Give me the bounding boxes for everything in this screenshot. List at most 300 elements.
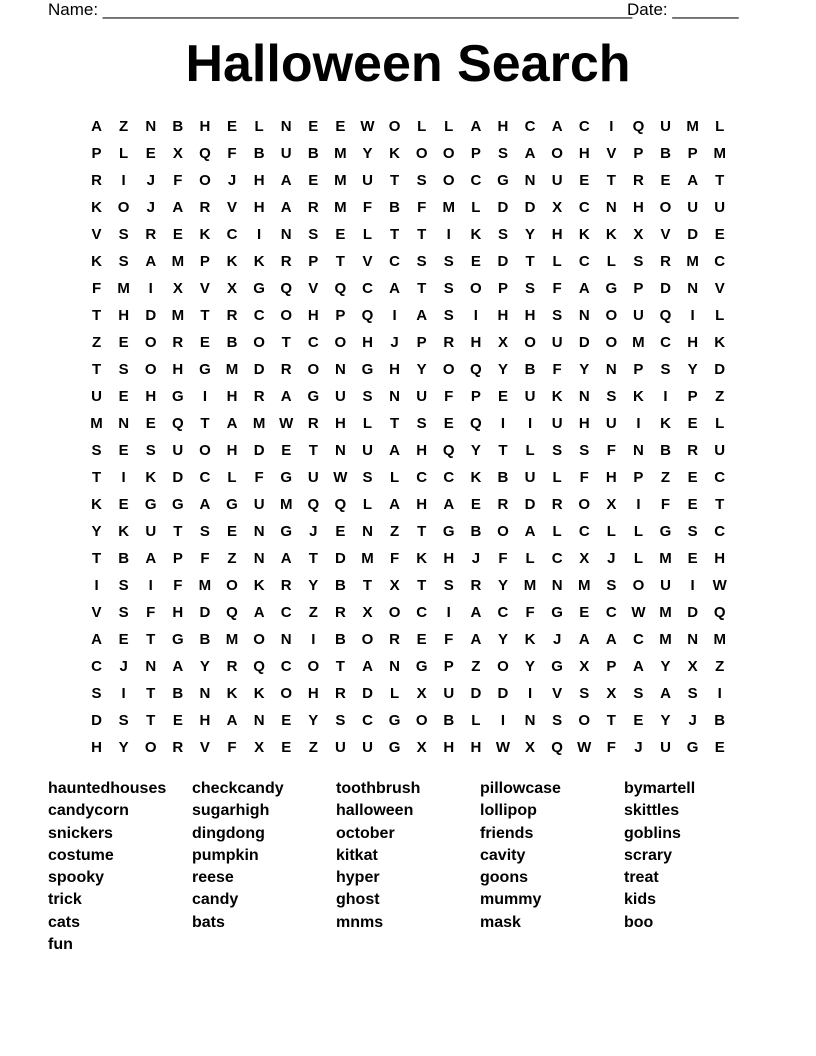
grid-letter: A <box>172 658 184 675</box>
grid-letter: F <box>200 550 210 567</box>
grid-row <box>83 518 735 545</box>
grid-letter: I <box>500 415 506 432</box>
grid-letter: M <box>225 361 239 378</box>
word-item: mummy <box>480 891 542 909</box>
grid-letter: E <box>281 442 292 459</box>
grid-letter: O <box>470 280 482 297</box>
grid-letter: G <box>388 712 401 729</box>
grid-letter: H <box>362 334 373 351</box>
grid-letter: E <box>308 172 319 189</box>
grid-letter: K <box>199 226 211 243</box>
grid-letter: C <box>605 604 617 621</box>
grid-letter: L <box>417 118 427 135</box>
grid-letter: N <box>687 280 699 297</box>
grid-letter: U <box>714 442 726 459</box>
grid-letter: A <box>551 118 563 135</box>
grid-letter: U <box>660 577 671 594</box>
grid-letter: E <box>118 496 129 513</box>
grid-letter: O <box>605 334 618 351</box>
word-item: bats <box>192 913 225 931</box>
grid-letter: Q <box>199 145 211 162</box>
grid-letter: M <box>632 334 645 351</box>
grid-row <box>83 545 735 572</box>
grid-letter: V <box>91 226 102 243</box>
grid-letter: E <box>227 523 238 540</box>
grid-letter: E <box>281 739 292 756</box>
grid-letter: S <box>443 307 454 324</box>
grid-letter: D <box>253 361 265 378</box>
grid-letter: E <box>660 172 671 189</box>
grid-letter: L <box>389 685 400 702</box>
grid-letter: C <box>416 469 428 486</box>
grid-letter: K <box>226 253 238 270</box>
grid-letter: U <box>253 496 265 513</box>
grid-letter: R <box>172 334 184 351</box>
grid-letter: L <box>362 496 373 513</box>
word-column <box>624 778 768 956</box>
grid-letter: D <box>199 604 211 621</box>
grid-letter: Q <box>470 361 482 378</box>
grid-letter: D <box>334 550 346 567</box>
grid-letter: L <box>471 712 481 729</box>
grid-letter: F <box>362 199 373 216</box>
grid-letter: O <box>307 361 320 378</box>
grid-letter: I <box>94 577 99 594</box>
grid-letter: U <box>280 145 292 162</box>
grid-letter: G <box>226 496 238 513</box>
grid-letter: D <box>524 496 536 513</box>
grid-letter: B <box>660 145 671 162</box>
grid-letter: N <box>334 361 346 378</box>
grid-letter: S <box>118 226 129 243</box>
grid-letter: D <box>91 712 102 729</box>
grid-letter: I <box>717 685 722 702</box>
grid-letter: K <box>551 388 563 405</box>
grid-row <box>83 437 735 464</box>
grid-letter: K <box>660 415 671 432</box>
grid-letter: D <box>470 685 482 702</box>
grid-letter: W <box>577 739 592 756</box>
grid-letter: S <box>118 577 129 594</box>
grid-letter: H <box>226 442 238 459</box>
grid-letter: O <box>199 172 211 189</box>
grid-letter: N <box>362 523 373 540</box>
grid-letter: L <box>552 469 562 486</box>
grid-letter: A <box>524 523 536 540</box>
grid-letter: A <box>145 253 157 270</box>
grid-row <box>83 680 735 707</box>
grid-letter: S <box>416 253 427 270</box>
grid-letter: E <box>335 226 346 243</box>
grid-letter: T <box>389 415 400 432</box>
grid-letter: E <box>579 172 590 189</box>
grid-letter: K <box>524 631 536 648</box>
grid-letter: L <box>444 118 454 135</box>
grid-row <box>83 572 735 599</box>
grid-row <box>83 140 735 167</box>
grid-letter: Z <box>227 550 237 567</box>
grid-letter: T <box>308 550 318 567</box>
grid-letter: Q <box>551 739 563 756</box>
grid-letter: O <box>334 334 347 351</box>
grid-letter: U <box>524 388 536 405</box>
word-item: kitkat <box>336 846 378 864</box>
grid-letter: Q <box>659 307 672 324</box>
grid-letter: M <box>225 631 239 648</box>
grid-letter: Z <box>91 334 102 351</box>
grid-letter: M <box>686 118 699 135</box>
grid-letter: P <box>172 550 183 567</box>
grid-letter: N <box>389 658 400 675</box>
grid-letter: W <box>631 604 646 621</box>
grid-row <box>83 653 735 680</box>
grid-letter: W <box>495 739 511 756</box>
grid-letter: K <box>226 685 238 702</box>
grid-row <box>83 329 735 356</box>
grid-letter: Q <box>361 307 374 324</box>
grid-letter: A <box>280 172 292 189</box>
grid-letter: M <box>442 199 456 216</box>
grid-letter: S <box>579 442 590 459</box>
grid-letter: L <box>227 469 237 486</box>
grid-letter: B <box>253 145 265 162</box>
grid-letter: Z <box>389 523 400 540</box>
grid-letter: U <box>551 334 563 351</box>
grid-letter: R <box>497 496 509 513</box>
grid-row <box>83 221 735 248</box>
grid-letter: S <box>525 280 536 297</box>
grid-letter: O <box>388 604 401 621</box>
grid-letter: Q <box>442 442 455 459</box>
grid-letter: C <box>362 280 373 297</box>
grid-letter: O <box>605 307 618 324</box>
grid-letter: H <box>578 415 590 432</box>
grid-letter: U <box>307 469 319 486</box>
grid-letter: H <box>497 118 509 135</box>
grid-letter: Y <box>579 361 590 378</box>
grid-letter: S <box>443 253 454 270</box>
grid-letter: V <box>362 253 373 270</box>
grid-letter: T <box>389 226 400 243</box>
grid-letter: J <box>634 739 643 756</box>
grid-letter: S <box>118 361 129 378</box>
grid-letter: H <box>91 739 102 756</box>
grid-letter: T <box>173 523 183 540</box>
grid-letter: S <box>606 388 617 405</box>
grid-letter: C <box>199 469 211 486</box>
grid-letter: S <box>145 442 156 459</box>
grid-letter: C <box>633 631 644 648</box>
grid-letter: M <box>171 307 185 324</box>
grid-letter: C <box>714 253 726 270</box>
grid-letter: D <box>497 685 509 702</box>
grid-letter: N <box>605 199 617 216</box>
grid-letter: F <box>417 199 427 216</box>
grid-letter: B <box>334 631 346 648</box>
grid-letter: S <box>497 145 508 162</box>
grid-letter: I <box>636 496 641 513</box>
grid-letter: T <box>417 523 427 540</box>
word-item: mnms <box>336 913 384 931</box>
grid-letter: H <box>443 550 455 567</box>
grid-letter: E <box>687 550 698 567</box>
grid-letter: A <box>389 496 400 513</box>
word-item: goons <box>480 869 528 887</box>
grid-letter: U <box>362 442 373 459</box>
grid-letter: S <box>579 685 590 702</box>
grid-letter: A <box>470 604 482 621</box>
grid-letter: T <box>606 712 616 729</box>
grid-letter: C <box>226 226 238 243</box>
grid-letter: A <box>687 172 699 189</box>
grid-letter: R <box>334 604 346 621</box>
grid-letter: R <box>280 577 292 594</box>
grid-letter: J <box>146 199 155 216</box>
grid-letter: B <box>660 442 671 459</box>
grid-letter: C <box>280 604 292 621</box>
grid-letter: S <box>660 361 671 378</box>
word-item: trick <box>48 891 82 909</box>
grid-letter: F <box>606 442 616 459</box>
grid-letter: J <box>119 658 128 675</box>
grid-letter: U <box>334 739 346 756</box>
grid-letter: T <box>715 496 725 513</box>
grid-letter: U <box>605 415 617 432</box>
grid-letter: I <box>148 577 153 594</box>
grid-letter: G <box>280 469 293 486</box>
grid-row <box>83 167 735 194</box>
grid-letter: T <box>335 253 345 270</box>
grid-letter: X <box>606 685 617 702</box>
grid-letter: P <box>443 658 454 675</box>
grid-letter: E <box>443 415 454 432</box>
grid-letter: X <box>497 334 508 351</box>
grid-letter: O <box>280 307 293 324</box>
grid-letter: O <box>632 577 645 594</box>
grid-letter: E <box>118 334 129 351</box>
grid-letter: X <box>633 226 644 243</box>
grid-letter: E <box>470 496 481 513</box>
grid-letter: N <box>145 118 157 135</box>
grid-letter: H <box>416 496 428 513</box>
word-column <box>48 778 192 956</box>
grid-letter: B <box>118 550 130 567</box>
grid-letter: E <box>281 712 292 729</box>
word-item: pillowcase <box>480 780 561 797</box>
grid-letter: F <box>579 469 589 486</box>
word-item: candycorn <box>48 802 129 820</box>
grid-letter: J <box>146 172 155 189</box>
grid-letter: J <box>607 550 616 567</box>
grid-letter: B <box>172 685 184 702</box>
grid-letter: S <box>443 577 454 594</box>
grid-letter: G <box>199 361 211 378</box>
letter-grid <box>83 113 735 761</box>
grid-letter: H <box>605 469 617 486</box>
grid-letter: N <box>253 523 265 540</box>
grid-letter: B <box>307 145 319 162</box>
grid-letter: N <box>253 550 265 567</box>
grid-letter: S <box>552 442 563 459</box>
grid-letter: G <box>280 523 293 540</box>
grid-letter: C <box>578 523 590 540</box>
grid-letter: H <box>172 604 184 621</box>
grid-letter: O <box>578 496 591 513</box>
grid-letter: S <box>308 226 319 243</box>
grid-letter: G <box>551 604 563 621</box>
grid-letter: G <box>307 388 320 405</box>
grid-letter: A <box>578 631 590 648</box>
grid-letter: L <box>525 550 535 567</box>
grid-letter: S <box>687 523 698 540</box>
grid-letter: E <box>172 712 183 729</box>
grid-letter: T <box>715 172 725 189</box>
grid-letter: Q <box>253 658 265 675</box>
grid-letter: E <box>714 739 725 756</box>
grid-letter: L <box>552 523 562 540</box>
grid-letter: B <box>443 712 455 729</box>
grid-letter: Y <box>497 361 508 378</box>
grid-letter: L <box>715 307 725 324</box>
grid-letter: G <box>415 658 428 675</box>
grid-row <box>83 194 735 221</box>
grid-letter: Q <box>632 118 645 135</box>
grid-letter: R <box>199 199 211 216</box>
word-item: mask <box>480 913 521 931</box>
grid-letter: C <box>91 658 102 675</box>
word-item: reese <box>192 869 234 887</box>
grid-letter: D <box>362 685 373 702</box>
grid-letter: H <box>578 145 590 162</box>
grid-letter: V <box>552 685 563 702</box>
grid-letter: S <box>416 415 427 432</box>
grid-letter: U <box>362 739 373 756</box>
grid-letter: H <box>551 226 563 243</box>
grid-letter: E <box>633 712 644 729</box>
grid-letter: C <box>714 469 726 486</box>
grid-letter: K <box>470 226 482 243</box>
grid-letter: H <box>470 739 482 756</box>
grid-letter: A <box>199 496 211 513</box>
grid-letter: H <box>497 307 509 324</box>
grid-letter: Z <box>715 388 725 405</box>
grid-letter: C <box>714 523 726 540</box>
grid-row <box>83 626 735 653</box>
grid-letter: F <box>91 280 102 297</box>
grid-letter: Y <box>660 658 671 675</box>
grid-letter: D <box>253 442 265 459</box>
grid-letter: R <box>91 172 102 189</box>
grid-letter: O <box>578 712 591 729</box>
grid-letter: L <box>471 199 481 216</box>
grid-letter: H <box>226 388 238 405</box>
grid-letter: X <box>227 280 238 297</box>
grid-letter: H <box>307 307 319 324</box>
grid-letter: H <box>118 307 130 324</box>
grid-letter: N <box>389 388 400 405</box>
word-item: treat <box>624 869 659 887</box>
grid-letter: A <box>172 199 184 216</box>
grid-letter: L <box>389 469 400 486</box>
grid-letter: V <box>308 280 319 297</box>
word-item: scrary <box>624 846 673 864</box>
grid-letter: P <box>335 307 346 324</box>
grid-letter: Y <box>308 712 319 729</box>
grid-letter: J <box>552 631 562 648</box>
grid-letter: I <box>446 604 451 621</box>
grid-letter: S <box>416 172 427 189</box>
grid-letter: M <box>686 253 699 270</box>
grid-letter: X <box>172 145 183 162</box>
word-item: toothbrush <box>336 780 421 797</box>
grid-letter: Y <box>660 712 671 729</box>
grid-letter: G <box>497 172 509 189</box>
grid-letter: I <box>527 415 533 432</box>
grid-row <box>83 734 735 761</box>
grid-letter: I <box>690 307 695 324</box>
grid-letter: U <box>524 469 536 486</box>
grid-letter: Q <box>226 604 238 621</box>
grid-letter: H <box>416 442 428 459</box>
grid-letter: T <box>91 307 102 324</box>
grid-letter: I <box>500 712 506 729</box>
grid-letter: J <box>471 550 481 567</box>
word-bank <box>48 778 768 956</box>
grid-letter: E <box>714 226 725 243</box>
grid-letter: H <box>714 550 726 567</box>
grid-letter: S <box>552 307 563 324</box>
grid-letter: E <box>145 415 156 432</box>
grid-letter: T <box>200 415 210 432</box>
grid-letter: H <box>199 118 211 135</box>
grid-letter: T <box>525 253 535 270</box>
grid-letter: Z <box>119 118 129 135</box>
grid-row <box>83 302 735 329</box>
grid-letter: E <box>172 226 183 243</box>
grid-letter: G <box>686 739 699 756</box>
grid-letter: D <box>524 199 536 216</box>
grid-letter: P <box>687 388 698 405</box>
grid-letter: S <box>552 712 563 729</box>
grid-letter: R <box>172 739 184 756</box>
grid-letter: O <box>415 712 428 729</box>
grid-letter: S <box>362 388 373 405</box>
grid-letter: Y <box>308 577 319 594</box>
grid-letter: N <box>687 631 699 648</box>
grid-letter: U <box>633 307 644 324</box>
grid-letter: N <box>524 172 536 189</box>
grid-letter: K <box>118 523 130 540</box>
grid-letter: T <box>146 631 156 648</box>
grid-letter: E <box>118 388 129 405</box>
word-item: costume <box>48 846 114 864</box>
grid-letter: I <box>121 469 126 486</box>
grid-letter: Z <box>660 469 671 486</box>
grid-letter: I <box>392 307 397 324</box>
grid-letter: T <box>91 550 102 567</box>
grid-letter: L <box>633 550 643 567</box>
grid-letter: R <box>389 631 400 648</box>
grid-letter: S <box>335 712 346 729</box>
grid-letter: O <box>442 172 455 189</box>
word-column <box>336 778 480 956</box>
grid-letter: O <box>497 523 509 540</box>
grid-letter: E <box>308 118 319 135</box>
grid-letter: P <box>91 145 102 162</box>
grid-letter: X <box>525 739 536 756</box>
grid-letter: H <box>253 172 265 189</box>
word-item: boo <box>624 913 654 931</box>
